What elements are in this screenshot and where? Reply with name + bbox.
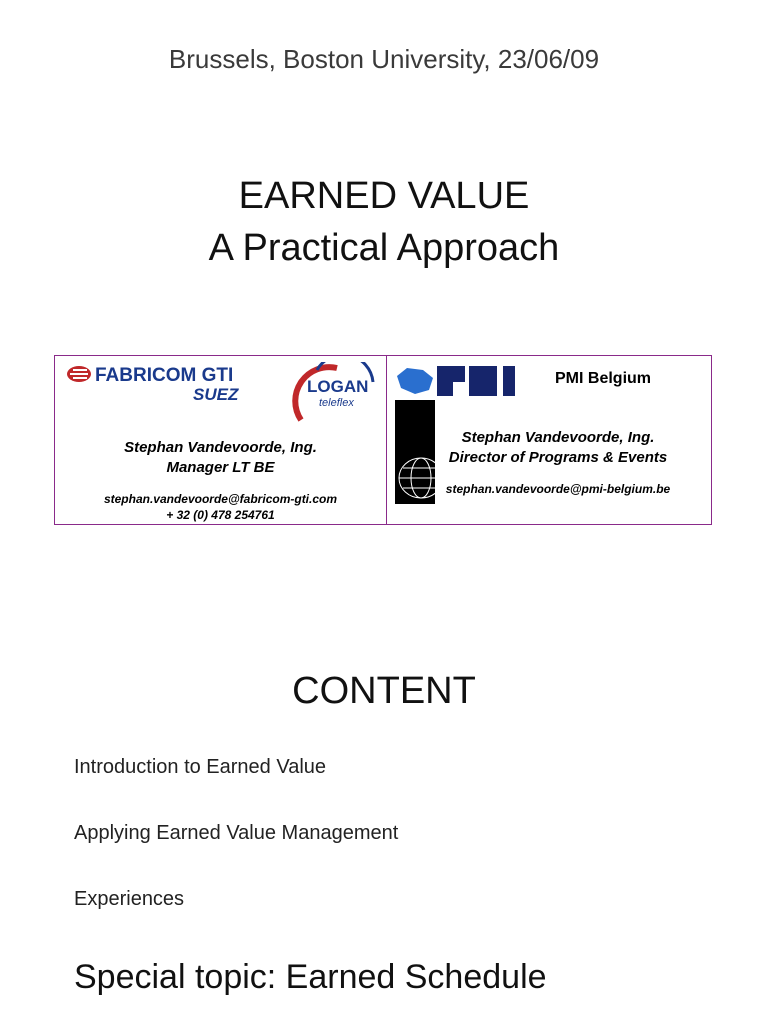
pmi-belgium-logo xyxy=(393,364,543,398)
pmi-contact-role: Director of Programs & Events xyxy=(448,449,668,466)
logan-teleflex-logo xyxy=(287,362,379,430)
business-card-box xyxy=(54,355,712,525)
title-line-1: EARNED VALUE xyxy=(238,175,530,217)
svg-text:FABRICOM GTI: FABRICOM GTI xyxy=(95,365,234,386)
fabricom-contact-name: Stephan Vandevoorde, Ing. xyxy=(124,439,317,456)
title-line-2: A Practical Approach xyxy=(208,227,560,269)
fabricom-suez-logo xyxy=(65,362,275,404)
svg-text:SUEZ: SUEZ xyxy=(193,385,239,404)
list-item: Applying Earned Value Management xyxy=(74,822,399,844)
main-title xyxy=(0,170,768,274)
content-list xyxy=(74,752,398,950)
slide-header: Brussels, Boston University, 23/06/09 xyxy=(168,44,600,74)
special-topic: Special topic: Earned Schedule xyxy=(74,958,547,996)
fabricom-email[interactable]: stephan.vandevoorde@fabricom-gti.com xyxy=(103,492,338,506)
fabricom-phone: + 32 (0) 478 254761 xyxy=(166,508,275,522)
pmi-contact-name: Stephan Vandevoorde, Ing. xyxy=(461,429,655,446)
svg-text:LOGAN: LOGAN xyxy=(307,377,369,396)
svg-text:teleflex: teleflex xyxy=(319,397,354,409)
fabricom-card xyxy=(55,356,387,524)
list-item: Introduction to Earned Value xyxy=(74,756,327,778)
pmi-card xyxy=(387,356,711,524)
pmi-email[interactable]: stephan.vandevoorde@pmi-belgium.be xyxy=(445,482,671,496)
pmi-belgium-label: PMI Belgium xyxy=(555,370,652,387)
content-heading: CONTENT xyxy=(292,670,476,712)
list-item: Experiences xyxy=(74,888,185,910)
fabricom-contact-role: Manager LT BE xyxy=(166,459,275,476)
